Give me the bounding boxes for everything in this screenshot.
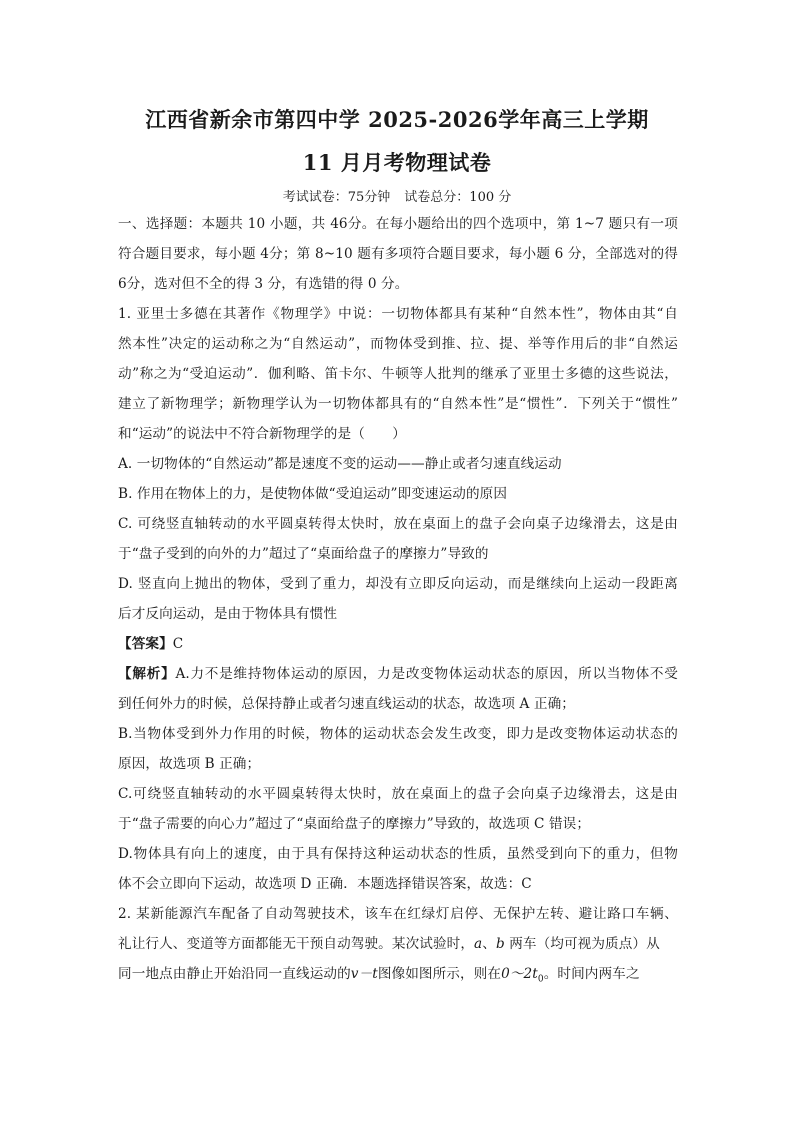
exam-total-score: 试卷总分：100 分: [404, 190, 512, 205]
question-1-stem-line: 建立了新物理学；新物理学认为一切物体都具有的“自然本性”是“惯性”．下列关于“惯性”: [118, 396, 678, 412]
option-d-line: 后才反向运动，是由于物体具有惯性: [118, 606, 338, 622]
exam-title-line1: 江西省新余市第四中学 2025-2026学年高三上学期: [145, 107, 649, 132]
question-1-stem-line: 1. 亚里士多德在其著作《物理学》中说：一切物体都具有某种“自然本性”，物体由其“自: [118, 306, 678, 322]
car-b-symbol: b: [495, 936, 505, 952]
option-b: B. 作用在物体上的力，是使物体做“受迫运动”即变速运动的原因: [118, 486, 508, 502]
car-a-symbol: a: [474, 936, 483, 952]
exam-info: [0, 186, 794, 205]
analysis-label: 【解析】: [118, 666, 176, 682]
section-instructions-line: 一、选择题：本题共 10 小题，共 46分。在每小题给出的四个选项中，第 1~7 题只有一项: [118, 216, 678, 232]
analysis-line: D.物体具有向上的速度，由于具有保持这种运动状态的性质，虽然受到向下的重力，但物: [118, 846, 678, 862]
q2-text: 礼让行人、变道等方面都能无干预自动驾驶。某次试验时，: [118, 936, 475, 952]
section-instructions-line: 符合题目要求，每小题 4分；第 8~10 题有多项符合题目要求，每小题 6 分，全部选对的得: [118, 246, 678, 262]
exam-duration: 考试试卷：75分钟: [282, 190, 391, 205]
vt-symbol: v－t: [350, 966, 378, 982]
answer-label: 【答案】: [118, 636, 173, 652]
section-instructions-line: 6分，选对但不全的得 3 分，有选错的得 0 分。: [118, 276, 409, 292]
option-c-line: C. 可绕竖直轴转动的水平圆桌转得太快时，放在桌面上的盘子会向桌子边缘滑去，这是由: [118, 516, 678, 532]
question-2-stem-line: 2. 某新能源汽车配备了自动驾驶技术，该车在红绿灯启停、无保护左转、避让路口车辆、: [118, 906, 678, 922]
answer-row: [118, 634, 678, 654]
analysis-line: 于“盘子需要的向心力”超过了“桌面给盘子的摩擦力”导致的，故选项 C 错误；: [118, 816, 591, 832]
analysis-line: 体不会立即向下运动，故选项 D 正确．本题选择错误答案，故选：C: [118, 876, 532, 892]
q2-text: 同一地点由静止开始沿同一直线运动的: [118, 966, 351, 982]
analysis-line: [118, 664, 678, 684]
analysis-line: C.可绕竖直轴转动的水平圆桌转得太快时，放在桌面上的盘子会向桌子边缘滑去，这是由: [118, 786, 678, 802]
time-range-subscript: 0: [537, 974, 544, 985]
analysis-line: 到任何外力的时候，总保持静止或者匀速直线运动的状态，故选项 A 正确；: [118, 696, 575, 712]
question-2-stem-line: [118, 964, 678, 990]
question-2-stem-line: [118, 934, 678, 954]
q2-text: 图像如图所示，则在: [377, 966, 502, 982]
question-1-stem-line: 和“运动”的说法中不符合新物理学的是（ ）: [118, 426, 406, 442]
q2-text: 、: [482, 936, 496, 952]
option-c-line: 于“盘子受到的向外的力”超过了“桌面给盘子的摩擦力”导致的: [118, 546, 489, 562]
exam-title-line2: 11 月月考物理试卷: [302, 150, 492, 175]
analysis-line: B.当物体受到外力作用的时候，物体的运动状态会发生改变，即力是改变物体运动状态的: [118, 726, 678, 742]
q2-text: 两车（均可视为质点）从: [504, 936, 660, 952]
question-1-stem-line: 动”称之为“受迫运动”．伽利略、笛卡尔、牛顿等人批判的继承了亚里士多德的这些说法，: [118, 366, 678, 382]
analysis-line: 原因，故选项 B 正确；: [118, 756, 261, 772]
question-1-stem-line: 然本性”决定的运动称之为“自然运动”，而物体受到推、拉、提、举等作用后的非“自然运: [118, 336, 678, 352]
q2-text: 。时间内两车之: [543, 966, 640, 982]
answer-value: C: [172, 636, 184, 652]
analysis-text: A.力不是维持物体运动的原因，力是改变物体运动状态的原因，所以当物体不受: [175, 666, 678, 682]
option-a: A. 一切物体的“自然运动”都是速度不变的运动——静止或者匀速直线运动: [118, 456, 562, 472]
time-range: 0～2t: [501, 966, 538, 982]
option-d-line: D. 竖直向上抛出的物体，受到了重力，却没有立即反向运动，而是继续向上运动一段距离: [118, 576, 678, 592]
